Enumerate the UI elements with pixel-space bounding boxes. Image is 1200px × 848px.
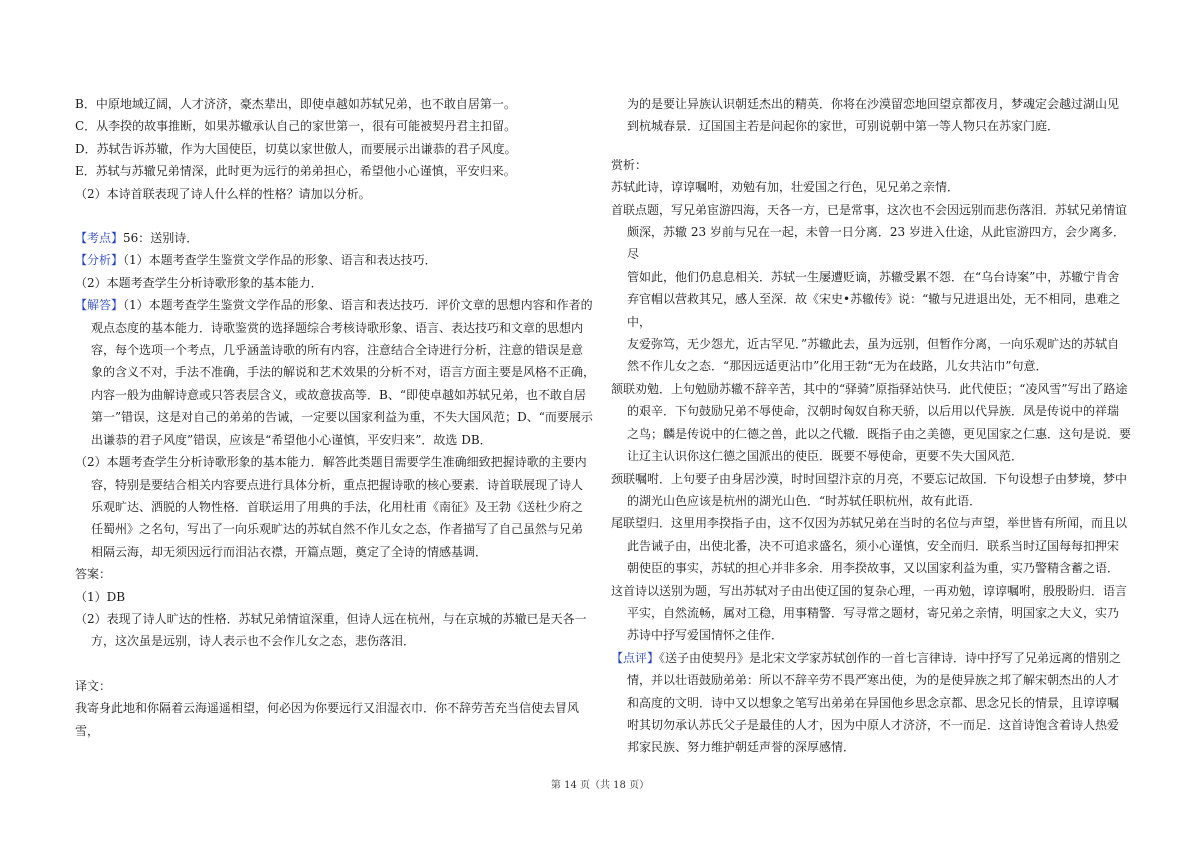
jieda-line: 容，特别是要结合相关内容要点进行具体分析，重点把握诗歌的核心要素．诗首联展现了诗人 xyxy=(91,477,584,492)
option-c: C．从李揆的故事推断，如果苏辙承认自己的家世第一，很有可能被契丹君主扣留。 xyxy=(75,119,517,134)
dianping-tag: 【点评】 xyxy=(611,650,660,665)
hanlian-line: 之鸟；麟是传说中的仁德之兽，此以之代辙．既指子由之美德，更见国家之仁惠．这句是说．要 xyxy=(627,426,1132,441)
question-2: （2）本诗首联表现了诗人什么样的性格？请加以分析。 xyxy=(75,186,371,201)
jieda-text: （1）本题考查学生鉴赏文学作品的形象、语言和表达技巧．评价文章的思想内容和作者的 xyxy=(123,298,593,313)
summary-line: 这首诗以送别为题，写出苏轼对子由出使辽国的复杂心理，一再劝勉，谆谆嘱咐，殷殷盼归．语言 xyxy=(611,583,1128,598)
weilian-line: 此告诫子由，出使北番，决不可追求盛名，须小心谨慎，安全而归．联系当时辽国每每扣押宋 xyxy=(627,538,1120,553)
spacer xyxy=(75,653,595,675)
shoulian-para xyxy=(611,199,1131,378)
jieda-line: 内容一般为曲解诗意或只答表层含义，或故意拔高等．B、“即使卓越如苏轼兄弟，也不敢自居 xyxy=(91,387,586,402)
shangxi-intro: 苏轼此诗，谆谆嘱咐，劝勉有加，壮爱国之行色，见兄弟之亲情． xyxy=(611,180,960,195)
option-d: D．苏轼告诉苏辙，作为大国使臣，切莫以家世傲人，而要展示出谦恭的君子风度。 xyxy=(75,141,517,156)
summary-para xyxy=(611,580,1131,647)
shoulian-line: 管如此，他们仍息息相关．苏轼一生屡遭贬谪，苏辙受累不怨．在“乌台诗案”中，苏辙宁肯舍 xyxy=(627,269,1120,284)
shoulian-line: 然不作儿女之态．“那因远适更沾巾”化用王勃“无为在歧路，儿女共沾巾”句意． xyxy=(627,359,1048,374)
option-b: B．中原地域辽阔，人才济济，豪杰辈出，即使卓越如苏轼兄弟，也不敢自居第一。 xyxy=(75,97,516,111)
dianping-line: 和高度的文明．诗中又以想象之笔写出弟弟在异国他乡思念京都、思念兄长的情景，且谆谆嘱 xyxy=(627,695,1120,710)
weilian-line: 朝使臣的事实，苏轼的担心并非多余．用李揆故事，又以国家利益为重，实乃警精含蓄之语． xyxy=(627,561,1120,576)
weilian-para xyxy=(611,512,1131,579)
jieda-line: 象的含义不对，手法不准确，手法的解说和艺术效果的分析不对，语言方面主要是风格不正确， xyxy=(91,365,596,380)
shoulian-line: 友爱弥笃，无少怨尤，近古罕见．”苏辙此去，虽为远别，但暂作分离，一向乐观旷达的苏轼自 xyxy=(627,337,1120,352)
yiwen-cont-line: 到杭城春景．辽国国主若是问起你的家世，可别说朝中第一等人物只在苏家门庭． xyxy=(627,119,1060,134)
dianping-line: 情，并以壮语鼓励弟弟：所以不辞辛劳不畏严寒出使，为的是使异族之邦了解宋朝杰出的人才 xyxy=(627,673,1120,688)
fenxi-line-2: （2）本题考查学生分析诗歌形象的基本能力． xyxy=(75,275,323,290)
answer-2-line: 方，这次虽是远别，诗人表示也不会作儿女之态，悲伤落泪． xyxy=(91,634,416,649)
yiwen-line: 我寄身此地和你隔着云海遥遥相望，何必因为你要远行又泪湿衣巾．你不辞劳苦充当信使去冒风雪， xyxy=(75,701,580,738)
jieda-line: 容，每个选项一个考点，几乎涵盖诗歌的所有内容，注意结合全诗进行分析，注意的错误是意 xyxy=(91,343,584,358)
spacer xyxy=(611,138,1131,154)
shoulian-line: 首联点题，写兄弟宦游四海，天各一方，已是常事，这次也不会因远别而悲伤落泪．苏轼兄弟情谊 xyxy=(611,202,1128,217)
dianping-para xyxy=(611,647,1131,759)
jieda-line: 乐观旷达、洒脱的人物性格．首联运用了用典的手法，化用杜甫《南征》及王勃《送杜少府之 xyxy=(91,499,584,514)
hanlian-para xyxy=(611,378,1131,468)
shoulian-line: 弃官帽以营救其兄，感人至深．故《宋史•苏辙传》说：“辙与兄进退出处，无不相同，患难之中， xyxy=(627,292,1121,329)
spacer xyxy=(75,205,595,227)
jinglian-para xyxy=(611,468,1131,513)
dianping-line xyxy=(611,647,1131,669)
dianping-line: 邦家民族、努力维护朝廷声誉的深厚感情． xyxy=(627,740,856,755)
jieda-line: 相隔云海，却无须因远行而泪沾衣襟，开篇点题，奠定了全诗的情感基调． xyxy=(91,544,488,559)
jieda-line xyxy=(75,294,595,316)
summary-line: 平实，自然流畅，属对工稳，用事精警．写寻常之题材，寄兄弟之亲情，明国家之大义，实乃 xyxy=(627,605,1120,620)
answer-1: （1）DB xyxy=(75,589,126,604)
option-e: E．苏轼与苏辙兄弟情深，此时更为远行的弟弟担心，希望他小心谨慎，平安归来。 xyxy=(75,164,516,179)
jieda-para-2 xyxy=(75,451,595,563)
weilian-line: 尾联望归．这里用李揆指子由，这不仅因为苏轼兄弟在当时的名位与声望，举世皆有所闻，而且以 xyxy=(611,516,1128,531)
yiwen-label: 译文： xyxy=(75,678,112,693)
kaodian-text: 56：送别诗． xyxy=(123,231,199,246)
jieda-line: 第一”错误，这是对自己的弟弟的告诫，一定要以国家利益为重，不失大国风范；D、“而要展示 xyxy=(91,410,593,425)
jinglian-line: 颈联嘱咐．上句要子由身居沙漠，时时回望汴京的月亮，不要忘记故国．下句设想子由梦境，梦中 xyxy=(611,471,1128,486)
kaodian-tag: 【考点】 xyxy=(75,231,124,246)
page-footer: 第 14 页（共 18 页） xyxy=(550,780,650,791)
fenxi-tag: 【分析】 xyxy=(75,253,124,268)
fenxi-line-1 xyxy=(75,249,595,271)
answer-2-line: （2）表现了诗人旷达的性格．苏轼兄弟情谊深重，但诗人远在杭州，与在京城的苏辙已是天各一 xyxy=(75,611,587,626)
answer-label: 答案： xyxy=(75,567,112,582)
shangxi-label: 赏析： xyxy=(611,157,648,172)
kaodian-line xyxy=(75,227,595,249)
yiwen-cont-line: 为的是要让异族认识朝廷杰出的精英．你将在沙漠留恋地回望京都夜月，梦魂定会越过湖山见 xyxy=(627,97,1120,111)
hanlian-line: 的艰辛．下句鼓励兄弟不辱使命，汉朝时匈奴自称天骄，以后用以代异族．凤是传说中的祥瑞 xyxy=(627,404,1120,419)
jieda-line: 观点态度的基本能力．诗歌鉴赏的选择题综合考核诗歌形象、语言、表达技巧和文章的思想内 xyxy=(91,320,584,335)
left-column xyxy=(75,93,595,742)
summary-line: 苏诗中抒写爱国情怀之佳作． xyxy=(627,628,784,643)
right-column xyxy=(611,93,1131,759)
jinglian-line: 的湖光山色应该是杭州的湖光山色．“时苏轼任职杭州，故有此语． xyxy=(627,493,982,508)
jieda-para-1 xyxy=(75,294,595,451)
hanlian-line: 让辽主认识你这仁德之国派出的使臣．既要不辱使命，更要不失大国风范． xyxy=(627,449,1024,464)
jieda-line: 任蜀州》之名句，写出了一向乐观旷达的苏轼自然不作儿女之态，作者描写了自己虽然与兄弟 xyxy=(91,522,584,537)
jieda-line: （2）本题考查学生分析诗歌形象的基本能力．解答此类题目需要学生准确细致把握诗歌的主要内 xyxy=(75,455,587,470)
hanlian-line: 颔联劝勉．上句勉励苏辙不辞辛苦，其中的“驿骑”原指驿站快马．此代使臣；“凌风雪”写出了路途 xyxy=(611,381,1128,396)
dianping-text: 《送子由使契丹》是北宋文学家苏轼创作的一首七言律诗．诗中抒写了兄弟远离的惜别之 xyxy=(659,650,1122,665)
shoulian-line: 颇深，苏辙 23 岁前与兄在一起，未曾一日分离．23 岁进入仕途，从此宦游四方，会少离多．尽 xyxy=(627,225,1125,262)
fenxi-text-1: （1）本题考查学生鉴赏文学作品的形象、语言和表达技巧． xyxy=(123,253,437,268)
jieda-line: 出谦恭的君子风度”错误，应该是“希望他小心谨慎，平安归来”．故选 DB． xyxy=(91,432,492,447)
jieda-tag: 【解答】 xyxy=(75,298,124,313)
dianping-line: 咐其切勿承认苏氏父子是最佳的人才，因为中原人才济济，不一而足．这首诗饱含着诗人热爱 xyxy=(627,717,1120,732)
